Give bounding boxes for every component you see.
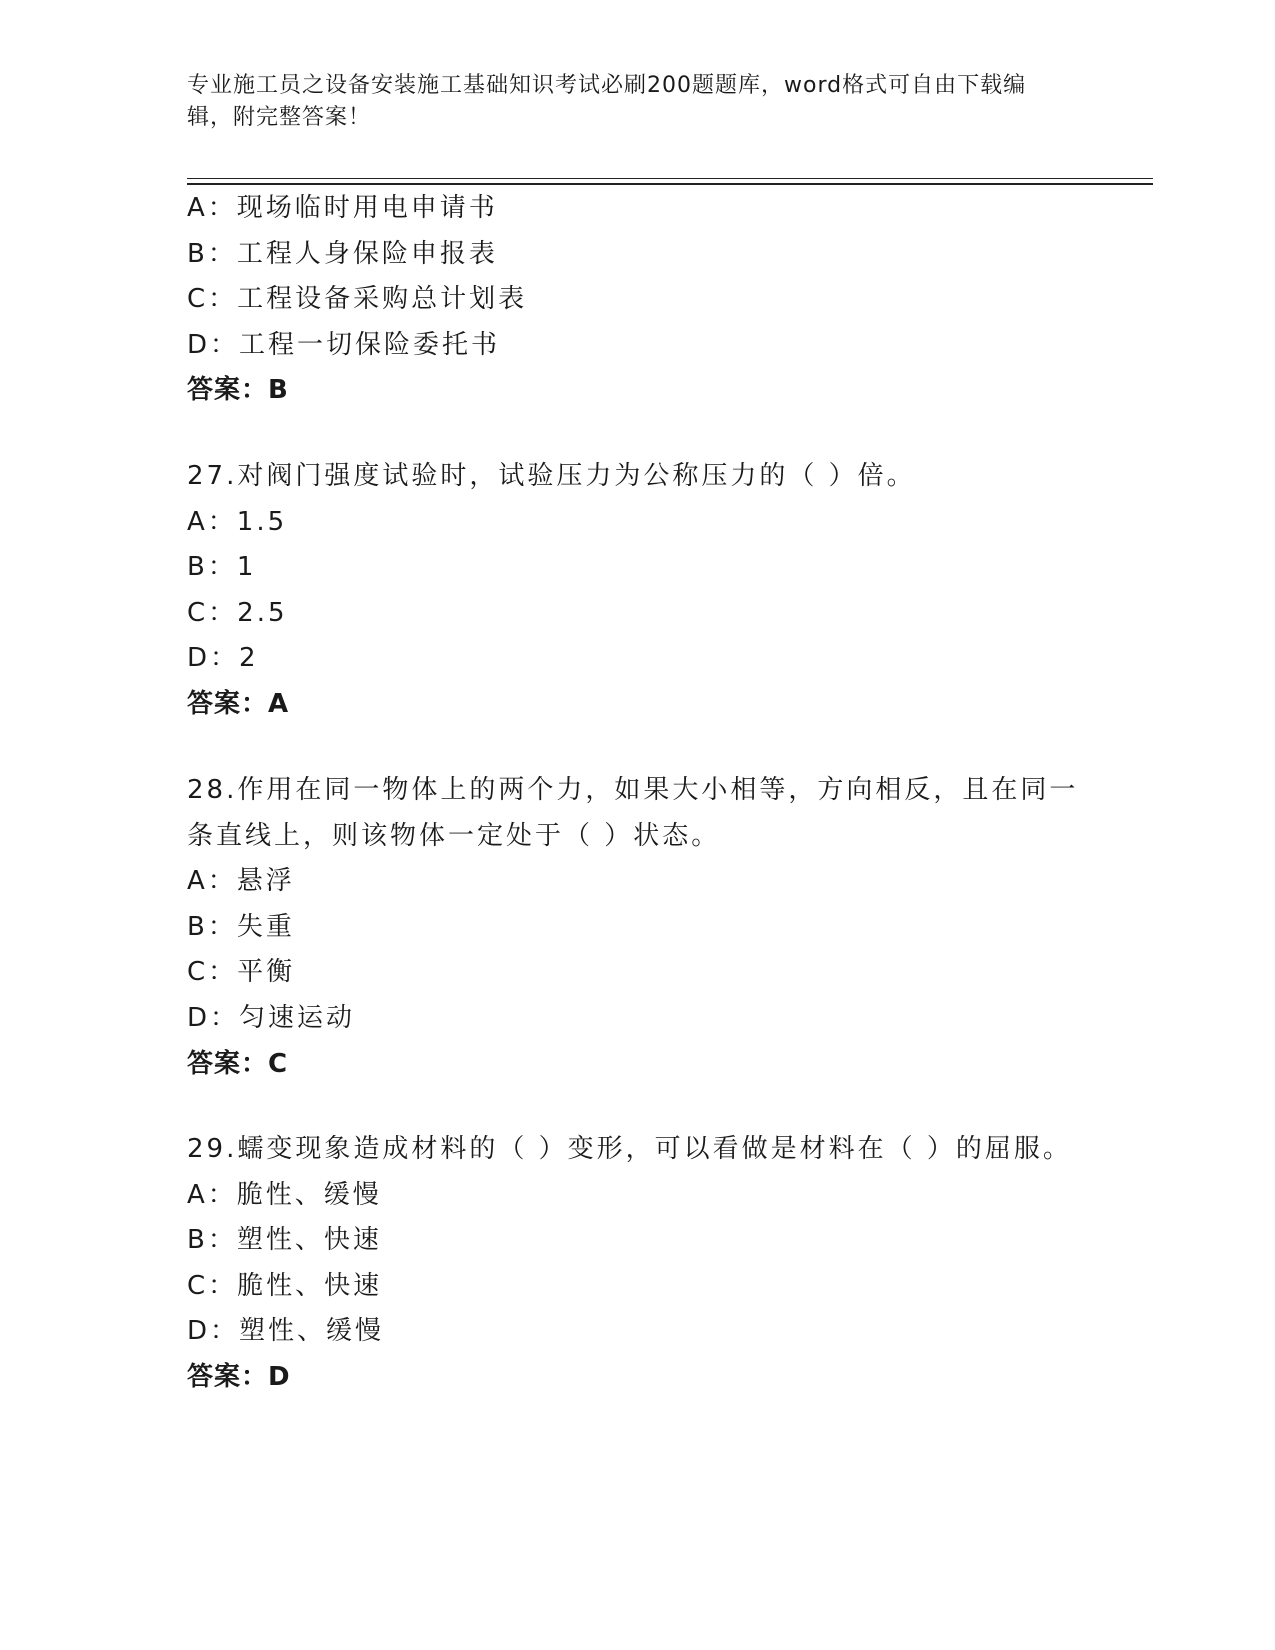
document-header: 专业施工员之设备安装施工基础知识考试必刷200题题库，word格式可自由下载编辑，附完整答案！ <box>187 73 1027 130</box>
option-a: A：脆性、缓慢 <box>187 1179 382 1210</box>
question-26 <box>187 186 1147 414</box>
option-a: A：悬浮 <box>187 866 295 897</box>
question-stem: 27.对阀门强度试验时，试验压力为公称压力的（ ）倍。 <box>187 461 916 491</box>
option-b: B：工程人身保险申报表 <box>187 238 498 269</box>
question-stem: 28.作用在同一物体上的两个力，如果大小相等，方向相反，且在同一条直线上，则该物体一定处于（ ）状态。 <box>187 775 1079 851</box>
option-d: D：塑性、缓慢 <box>187 1316 385 1347</box>
option-a: A：现场临时用电申请书 <box>187 193 498 223</box>
option-b: B：塑性、快速 <box>187 1225 382 1256</box>
option-d: D：匀速运动 <box>187 1002 356 1033</box>
answer: 答案：D <box>187 1361 291 1392</box>
header-divider-thick <box>187 183 1153 185</box>
option-c: C：脆性、快速 <box>187 1270 383 1301</box>
answer: 答案：B <box>187 375 289 406</box>
option-b: B：失重 <box>187 911 295 942</box>
option-a: A：1.5 <box>187 506 288 537</box>
option-b: B：1 <box>187 552 257 583</box>
question-stem: 29.蠕变现象造成材料的（ ）变形，可以看做是材料在（ ）的屈服。 <box>187 1134 1072 1164</box>
question-27 <box>187 454 1147 728</box>
option-c: C：工程设备采购总计划表 <box>187 284 528 315</box>
answer: 答案：C <box>187 1048 289 1079</box>
answer: 答案：A <box>187 688 290 719</box>
option-d: D：2 <box>187 643 259 674</box>
option-d: D：工程一切保险委托书 <box>187 329 501 360</box>
header-divider <box>187 178 1153 179</box>
question-29 <box>187 1127 1147 1401</box>
option-c: C：2.5 <box>187 597 288 628</box>
option-c: C：平衡 <box>187 957 296 988</box>
question-28 <box>187 768 1087 1087</box>
